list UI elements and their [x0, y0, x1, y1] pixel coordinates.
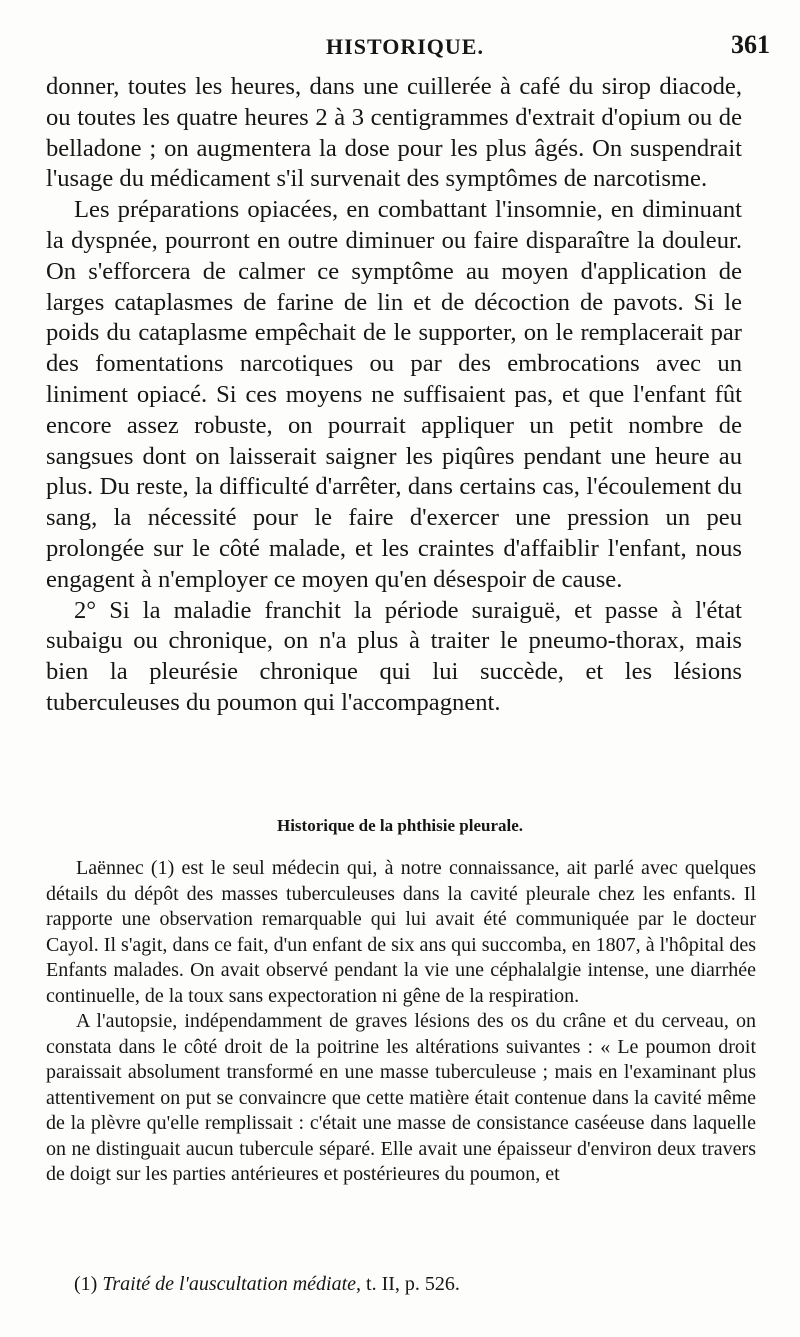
running-header — [40, 30, 770, 68]
historical-text — [46, 856, 756, 1188]
footnote — [74, 1272, 754, 1296]
paragraph-chronic-stage: 2° Si la maladie franchit la période suraiguë, et passe à l'état subaigu ou chronique, on n'a plus à traiter le pneumo-thorax, mais bien la pleurésie chronique qui lui succède, et les lésions tuberculeuses du poumon qui l'accompagnent. — [46, 596, 742, 716]
running-title: HISTORIQUE. — [326, 34, 484, 59]
paragraph-laennec: Laënnec (1) est le seul médecin qui, à notre connaissance, ait parlé avec quelques détails du dépôt des masses tuberculeuses dans la cavité pleurale chez les enfants. Il rapporte une observation remarquable qui lui avait été communiquée par le docteur Cayol. Il s'agit, dans ce fait, d'un enfant de six ans qui succomba, en 1807, à l'hôpital des Enfants malades. On avait observé pendant la vie une céphalalgie intense, une diarrhée continuelle, de la toux sans expectoration ni gêne de la respiration. — [46, 857, 756, 1007]
section-heading: Historique de la phthisie pleurale. — [276, 816, 524, 835]
paragraph-continued: donner, toutes les heures, dans une cuillerée à café du sirop diacode, ou toutes les quatre heures 2 à 3 centigrammes d'extrait d'opium ou de belladone ; on augmentera la dose pour les plus âgés. On suspendrait l'usage du médicament s'il survenait des symptômes de narcotisme. — [46, 73, 742, 193]
main-text — [46, 72, 742, 719]
paragraph-treatment: Les préparations opiacées, en combattant l'insomnie, en diminuant la dyspnée, pourront en outre diminuer ou faire disparaître la douleur. On s'efforcera de calmer ce symptôme au moyen d'application de larges cataplasmes de farine de lin et de décoction de pavots. Si le poids du cataplasme empêchait de le supporter, on le remplacerait par des fomentations narcotiques ou par des embrocations avec un liniment opiacé. Si ces moyens ne suffisaient pas, et que l'enfant fût encore assez robuste, on pourrait appliquer un petit nombre de sangsues dont on laisserait saigner les piqûres pendant une heure au plus. Du reste, la difficulté d'arrêter, dans certains cas, l'écoulement du sang, la nécessité pour le faire d'exercer une pression un peu prolongée sur le côté malade, et les craintes d'affaiblir l'enfant, nous engagent à n'employer ce moyen qu'en désespoir de cause. — [46, 196, 742, 593]
paragraph-autopsy: A l'autopsie, indépendamment de graves lésions des os du crâne et du cerveau, on constata dans le côté droit de la poitrine les altérations suivantes : « Le poumon droit paraissait absolument transformé en une masse tuberculeuse ; mais en l'examinant plus attentivement on put se convaincre que cette matière était contenue dans la cavité même de la plèvre qu'elle remplissait : c'était une masse de consistance caséeuse dans laquelle on ne distinguait aucun tubercule séparé. Elle avait une épaisseur d'environ deux travers de doigt sur les parties antérieures et postérieures du poumon, et — [46, 1010, 756, 1185]
footnote-reference: , t. II, p. 526. — [356, 1273, 460, 1295]
footnote-work-title: Traité de l'auscultation médiate — [102, 1273, 357, 1295]
page-number: 361 — [731, 30, 770, 59]
footnote-marker: (1) — [74, 1273, 103, 1295]
